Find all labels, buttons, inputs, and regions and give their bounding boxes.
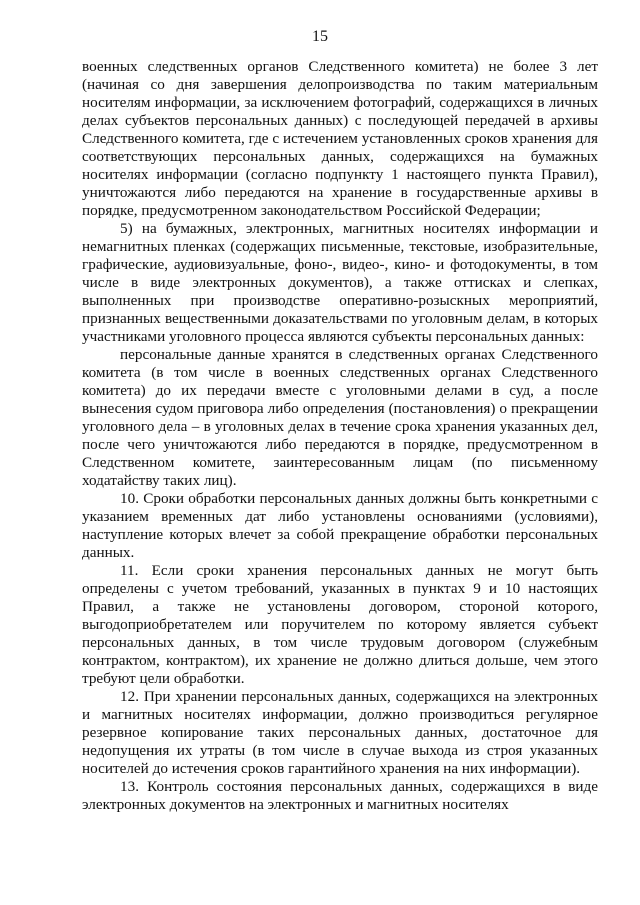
page-number: 15 xyxy=(312,28,328,45)
paragraph-item-13: 13. Контроль состояния персональных данных, содержащихся в виде электронных документов на электронных и магнитных носителях xyxy=(82,778,598,813)
paragraph-item-11: 11. Если сроки хранения персональных данных не могут быть определены с учетом требований, указанных в пунктах 9 и 10 настоящих Правил, а также не установлены договором, стороной которого, выгодоприобретателем или поручителем по которому является субъект персональных данных, в том числе трудовым договором (служебным контрактом, контрактом), их хранение не должно длиться дольше, чем этого требуют цели обработки. xyxy=(82,562,598,687)
paragraph-item-5: 5) на бумажных, электронных, магнитных носителях информации и немагнитных пленках (содержащих письменные, текстовые, изобразительные, графические, аудиовизуальные, фоно-, видео-, кино- и фотодокументы, в том числе в виде электронных документов), а также оттисках и слепках, выполненных при производстве оперативно-розыскных мероприятий, признанных вещественными доказательствами по уголовным делам, в которых участниками уголовного процесса являются субъекты персональных данных: xyxy=(82,220,598,345)
paragraph-item-10: 10. Сроки обработки персональных данных должны быть конкретными с указанием временных дат либо установлены основаниями (условиями), наступление которых влечет за собой прекращение обработки персональных данных. xyxy=(82,490,598,561)
paragraph-item-5-storage: персональные данные хранятся в следственных органах Следственного комитета (в том числе в военных следственных органах Следственного комитета) до их передачи вместе с уголовными делами в суд, а после вынесения судом приговора либо определения (постановления) о прекращении уголовного дела – в уголовных делах в течение срока хранения указанных дел, после чего уничтожаются либо передаются в порядке, предусмотренном в Следственном комитете, заинтересованным лицам (по письменному ходатайству таких лиц). xyxy=(82,346,598,489)
paragraph-continuation: военных следственных органов Следственного комитета) не более 3 лет (начиная со дня завершения делопроизводства по таким материальным носителям информации, за исключением фотографий, содержащихся в личных делах субъектов персональных данных) с последующей передачей в архивы Следственного комитета, где с истечением установленных сроков хранения для соответствующих персональных данных, содержащихся на бумажных носителях информации (согласно подпункту 1 настоящего пункта Правил), уничтожаются либо передаются на хранение в государственные архивы в порядке, предусмотренном законодательством Российской Федерации; xyxy=(82,58,598,219)
paragraph-item-12: 12. При хранении персональных данных, содержащихся на электронных и магнитных носителях информации, должно производиться регулярное резервное копирование таких персональных данных, достаточное для недопущения их утраты (в том числе в случае выхода из строя указанных носителей до истечения сроков гарантийного хранения на них информации). xyxy=(82,688,598,777)
document-body xyxy=(82,58,598,814)
